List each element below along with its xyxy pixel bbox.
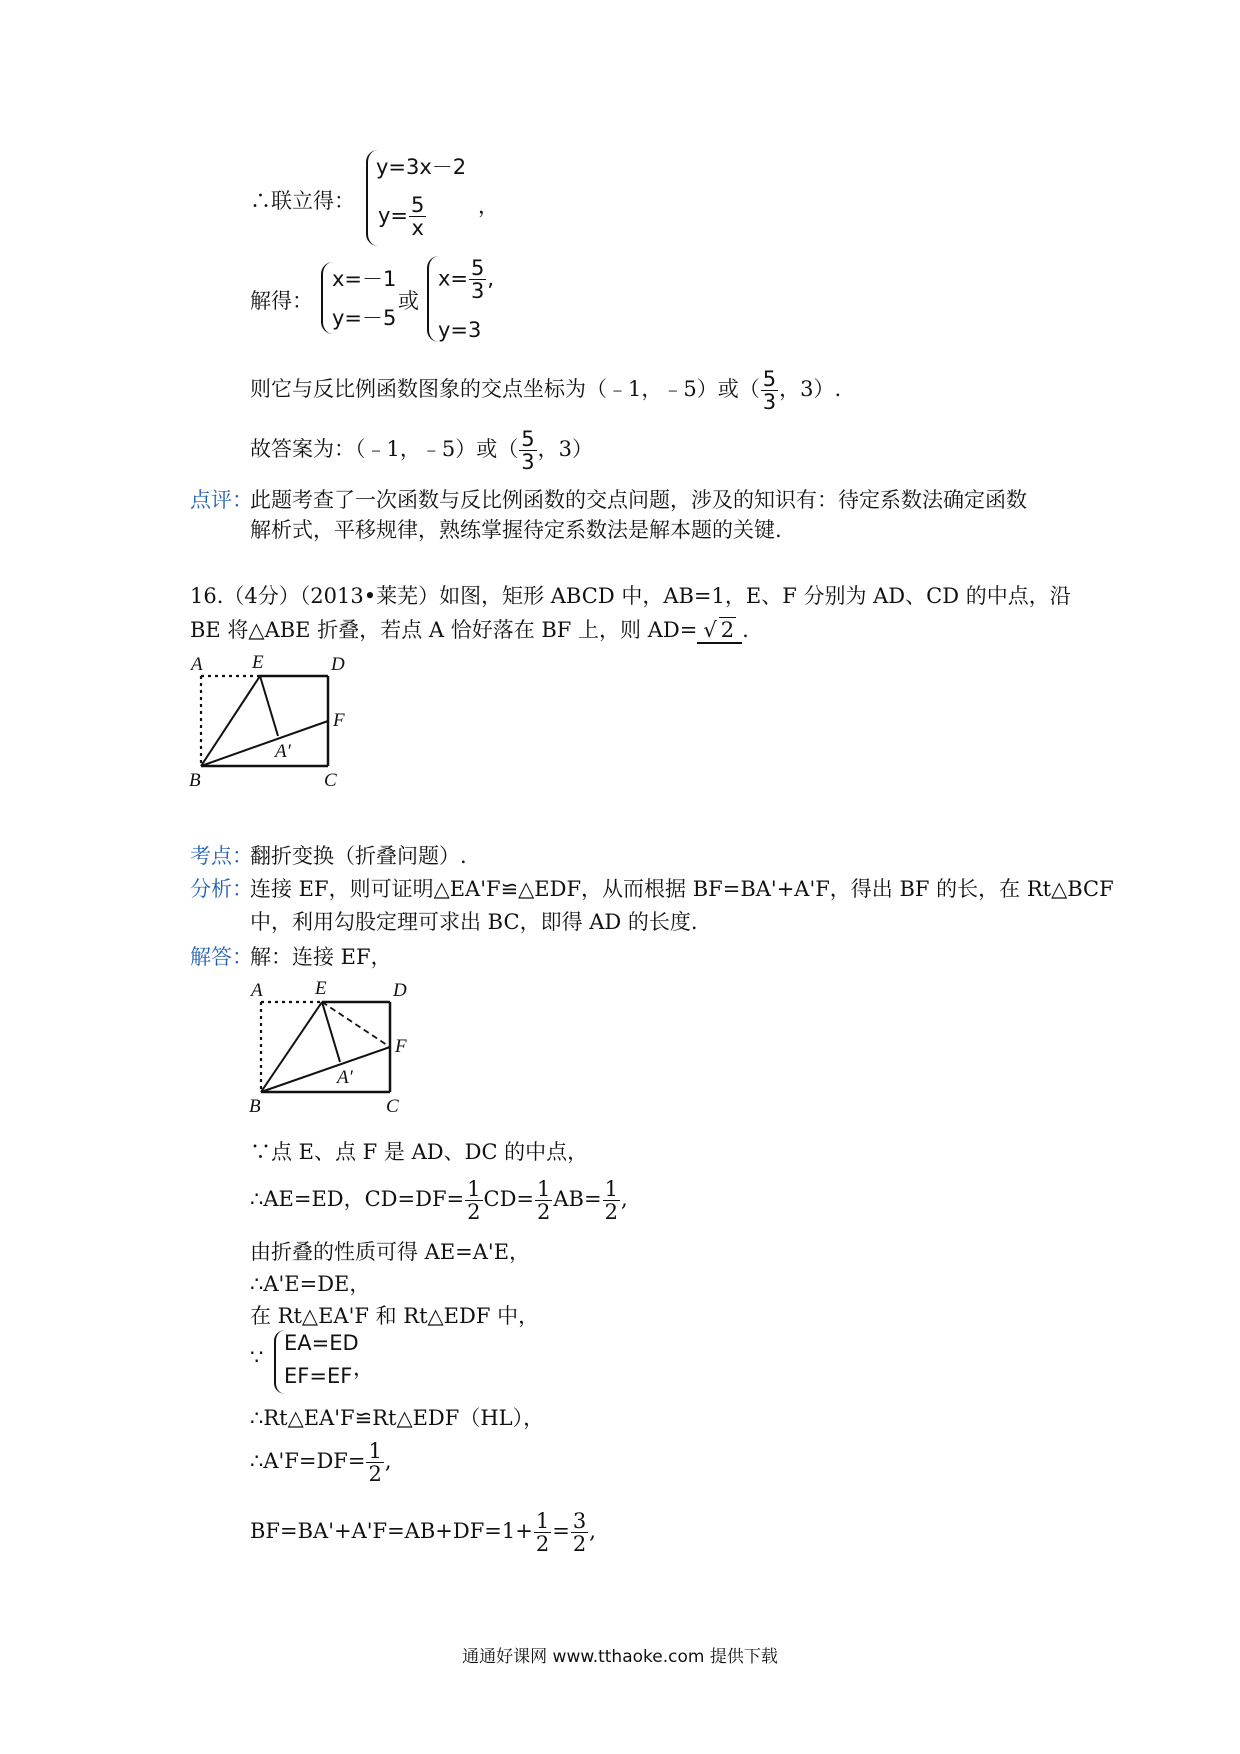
answer-denominator: 3 (521, 450, 535, 475)
answer-line (250, 428, 593, 473)
intersection-numerator: 5 (762, 367, 777, 391)
solution2-y: y=3 (438, 318, 482, 342)
fenxi-label: 分析： (190, 877, 253, 901)
answer-text: 故答案为：（﹣1，﹣5）或（ (250, 437, 519, 462)
label-d: D (393, 980, 407, 1001)
answer-value: 2 (720, 618, 735, 642)
sol2-x-lhs: x= (438, 266, 469, 291)
label-e: E (252, 652, 264, 673)
jieda-text: 解：连接 EF， (250, 945, 392, 969)
step6-suffix: ， (353, 1356, 374, 1380)
step2-prefix: ∴AE=ED，CD=DF= (250, 1187, 465, 1212)
problem16-line-1: 16.（4分）（2013•莱芜）如图，矩形 ABCD 中，AB=1，E、F 分别为 AD、CD 的中点，沿 (190, 584, 1071, 608)
fold-be (201, 676, 260, 766)
half-denominator-e: 2 (535, 1532, 550, 1557)
label-b: B (189, 770, 201, 791)
kaodian-label: 考点： (190, 844, 253, 868)
problem16-period: . (742, 618, 749, 642)
problem16-question: BE 将△ABE 折叠，若点 A 恰好落在 BF 上，则 AD= (190, 618, 698, 642)
half-denominator-a: 2 (467, 1200, 481, 1225)
label-a-prime: A′ (275, 741, 291, 762)
problem16-line-2 (190, 614, 749, 644)
intersection-text: 则它与反比例函数图象的交点坐标为（﹣1，﹣5）或（ (250, 377, 760, 402)
dashed-ef (322, 1002, 390, 1047)
or-text: 或 (398, 289, 419, 313)
step9-prefix: BF=BA'+A'F=AB+DF=1+ (250, 1519, 533, 1544)
line-lianli-suffix: ， (478, 194, 499, 218)
jieda-label: 解答： (190, 945, 253, 969)
half-numerator-d: 1 (368, 1439, 382, 1463)
label-f: F (333, 710, 345, 731)
answer-numerator: 5 (521, 427, 535, 451)
fenxi-line-1: 连接 EF，则可证明△EA'F≌△EDF，从而根据 BF=BA'+A'F，得出 BF 的长，在 Rt△BCF (250, 877, 1114, 901)
solution-step-7: ∴Rt△EA'F≌Rt△EDF（HL）， (250, 1406, 545, 1430)
eq2-numerator: 5 (411, 193, 425, 217)
half-denominator-c: 2 (604, 1200, 618, 1225)
sol2-comma: , (487, 266, 495, 291)
answer-blank: √ 2 (697, 617, 742, 644)
line-jiede-prefix: 解得： (250, 289, 313, 313)
solution-step-1: ∵点 E、点 F 是 AD、DC 的中点， (250, 1140, 589, 1164)
label-d: D (331, 654, 345, 675)
sol2-x-numerator: 5 (471, 256, 485, 280)
step8-prefix: ∴A'F=DF= (250, 1449, 366, 1474)
solution1-x: x=－1 (332, 267, 397, 291)
segment-ea1 (322, 1002, 340, 1062)
label-c: C (324, 770, 337, 791)
line-lianli-prefix: ∴联立得： (250, 189, 355, 213)
half-numerator-a: 1 (467, 1177, 481, 1201)
intersection-denominator: 3 (762, 390, 777, 415)
label-c: C (386, 1096, 399, 1117)
review-line-1: 此题考查了一次函数与反比例函数的交点问题，涉及的知识有：待定系数法确定函数 (250, 488, 1027, 512)
label-a: A (191, 654, 203, 675)
label-a-prime: A′ (337, 1067, 353, 1088)
half-denominator-d: 2 (368, 1462, 382, 1487)
segment-bf (201, 721, 328, 766)
step6-eq2: EF=EF (284, 1364, 353, 1388)
step6-eq1: EA=ED (284, 1331, 359, 1355)
step2-mid2: AB= (553, 1187, 602, 1212)
review-label: 点评： (190, 488, 253, 512)
solution1-y: y=－5 (332, 306, 397, 330)
half-denominator-f: 2 (572, 1532, 587, 1557)
sol2-x-denominator: 3 (471, 279, 485, 304)
step9-equals: = (552, 1519, 570, 1544)
solution-step-3: 由折叠的性质可得 AE=A'E， (250, 1240, 531, 1264)
label-b: B (249, 1096, 261, 1117)
solution-step-4: ∴A'E=DE， (250, 1272, 371, 1296)
label-f: F (395, 1036, 407, 1057)
three-numerator: 3 (572, 1509, 587, 1533)
system1-eq2 (378, 194, 427, 239)
solution-step-2 (250, 1178, 628, 1223)
segment-ea1 (260, 676, 278, 736)
half-denominator-b: 2 (537, 1200, 551, 1225)
eq2-lhs: y= (378, 203, 409, 228)
page-footer: 通通好课网 www.tthaoke.com 提供下载 (462, 1647, 778, 1667)
fenxi-line-2: 中，利用勾股定理可求出 BC，即得 AD 的长度. (250, 910, 698, 934)
solution-step-9 (250, 1510, 596, 1555)
step2-end: , (620, 1187, 628, 1212)
solution2-x (438, 257, 494, 302)
eq2-denominator: x (411, 216, 424, 241)
half-numerator-c: 1 (604, 1177, 618, 1201)
half-numerator-b: 1 (537, 1177, 551, 1201)
step8-end: , (384, 1449, 392, 1474)
kaodian-text: 翻折变换（折叠问题）. (250, 844, 467, 868)
solution-step-5: 在 Rt△EA'F 和 Rt△EDF 中， (250, 1304, 540, 1328)
intersection-end: ，3）. (779, 377, 842, 402)
step9-end: , (589, 1519, 596, 1544)
review-line-2: 解析式，平移规律，熟练掌握待定系数法是解本题的关键. (250, 518, 782, 542)
step2-mid1: CD= (483, 1187, 535, 1212)
solution-step-6-prefix: ∵ (250, 1345, 264, 1369)
rectangle-diagram-2 (245, 974, 420, 1119)
answer-end: ，3） (537, 437, 593, 462)
solution-step-8 (250, 1440, 392, 1485)
system1-eq1: y=3x－2 (376, 155, 467, 179)
fold-be (261, 1002, 322, 1092)
label-a: A (251, 980, 263, 1001)
label-e: E (315, 978, 327, 999)
intersection-line (250, 368, 841, 413)
half-numerator-e: 1 (535, 1509, 550, 1533)
rectangle-diagram-1 (185, 648, 355, 793)
segment-bf (261, 1047, 390, 1092)
